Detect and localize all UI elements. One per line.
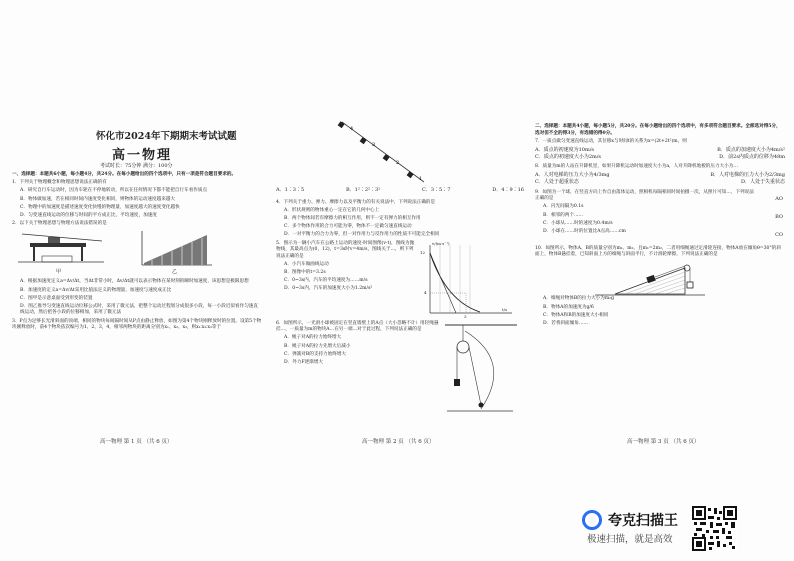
q7-options-row-2 <box>535 154 785 161</box>
q7-opt-a: A．质点的初速度为10m/s <box>535 146 594 153</box>
question-8: 8．质量为m的人站在升降机里，如果升降机运动时加速度大小为a，人对升降机地板的压力大小为… <box>535 164 738 170</box>
graph-t-label: t/s <box>502 306 508 312</box>
q5-vt-graph <box>416 241 516 319</box>
q2-opt-b: B．加速度的定义a=Δv/Δt采用比值法定义的物理量，加速度与速度成正比 <box>20 287 172 293</box>
qr-code-svg <box>692 506 737 551</box>
q9-opt-d: D．小球在……时的位置比A点高……cm <box>543 228 626 234</box>
q6-opt-c: C．弹簧对B的支持力始终增大 <box>284 351 347 357</box>
q9-opt-b: B．相邻的两个…… <box>543 212 584 218</box>
qr-code-icon <box>692 506 737 551</box>
q3-opt-b: B．1²∶2²∶3² <box>345 187 381 193</box>
q3-opt-a: A．1∶3∶5 <box>276 187 305 193</box>
q2-figure-svg <box>12 229 262 279</box>
q1-opt-d: D．匀变速直线运动的位移与时间的平方成正比，平均速度，加速度 <box>20 212 157 218</box>
q3-opt-c: C．3∶5∶7 <box>422 187 451 193</box>
q5-opt-d: D．0~3s内，汽车的加速度大小为1.2m/s² <box>284 286 373 292</box>
q3-figure <box>276 112 524 187</box>
q10-opt-a: A．细绳对物体B的拉力大小为m₂g <box>543 296 614 302</box>
question-3: 3．P点为足够长光滑斜面的顶端，相同的物块每间隔时间从P点由静止释放，如图为第4个物块刚释放时的位置。设第5个物块刚释放时，前4个物块依次编号为1、2、3，4，相邻两物块的距离分别为x₁、x₂、x₃，则x₁∶x₂∶x₃等于 <box>12 318 262 331</box>
question-7: 7．一质点做匀变速直线运动，其位移x与时间t的关系为x=(2t+2t²)m，则 <box>535 138 687 144</box>
q6-block <box>276 321 524 413</box>
q1-opt-c: C．物理中的加速度是描述速度变化快慢的物理量，加速度越大的速度变化越快 <box>20 204 180 210</box>
q10-figure <box>535 260 785 296</box>
scanner-watermark <box>582 509 692 531</box>
q9-opt-a: A．闪光间隔为0.1s <box>543 204 584 210</box>
q4-opt-c: C．多个物体作用的合力可能为零，物体不一定做匀速直线运动 <box>284 224 412 230</box>
question-4: 4．下列关于重力、弹力、摩擦力以及平衡力的有关说法中，下列说法正确的是 <box>276 199 436 205</box>
q4-opt-b: B．两个物体间若有摩擦力的相互作用，则不一定有弹力的相互作用 <box>284 215 421 221</box>
question-2: 2．以下关于物理思想与物理方法说法错误的是 <box>12 221 107 227</box>
q6-opt-d: D．外力F逐渐增大 <box>284 359 324 365</box>
column-3 <box>535 124 785 329</box>
q7-opt-d: D．前2s内质点的位移为48m <box>719 153 785 160</box>
page-2-footer: 高一物理 第 2 页 （共 6 页） <box>362 439 435 445</box>
question-6: 6．如图所示，一光滑小球被固定在竖直墙壁上的A点（大小忽略不计）用轻绳悬挂…，一质量为m的物块A…在另一端…对于此过程，下列说法正确的是 <box>276 320 439 333</box>
q1-opt-b: B．物体做加速，若在相同时间内速度变化相同，则物体的运动速度越来越大 <box>20 196 175 202</box>
q3-opt-d: D．4∶9∶16 <box>492 187 524 193</box>
q4-opt-a: A．形状规则的物体重心一定在它的几何中心上 <box>284 207 380 213</box>
exam-subject: 高一物理 <box>112 148 173 163</box>
q6-opt-a: A．绳子对A的拉力始终增大 <box>284 335 342 341</box>
q5-vt-svg <box>416 241 516 319</box>
q7-options-row-1 <box>535 147 785 154</box>
q9-block <box>535 190 785 244</box>
scanner-brand: 夸克扫描王 <box>608 513 678 529</box>
q8-opt-c: C．人处于超重状态 <box>535 178 579 185</box>
side-label-co: CO <box>775 231 783 238</box>
q8-options-row-2 <box>535 179 785 186</box>
graph-tick-3: 3 <box>464 313 467 319</box>
question-5: 5．图示为一辆小汽车在公路上运动的速度-时间图像(v-t)，图线为抛物线，其最高点为(0，12)，t=3s时v=4m/s，图线关于…，则下列说法正确的是 <box>276 240 415 259</box>
scanner-slogan: 极速扫描，就是高效 <box>587 534 673 545</box>
q7-opt-b: B．质点的加速度大小为4m/s² <box>717 146 785 153</box>
q6-opt-b: B．绳子对A的拉力先增大后减小 <box>284 343 351 349</box>
figure-jia-label: 甲 <box>56 269 62 276</box>
svg-text:3: 3 <box>372 142 376 148</box>
q8-options-row-1 <box>535 172 785 179</box>
exam-title: 怀化市2024年下期期末考试试题 <box>96 131 237 142</box>
column-1 <box>12 172 262 333</box>
q1-opt-a: A．研究自行车运动时，因为车轮在不停地转动，所以在任何情况下都不能把自行车看作质点 <box>20 188 208 194</box>
q7-opt-c: C．质点的初速度大小为2m/s <box>535 153 601 160</box>
svg-text:1: 1 <box>419 176 423 182</box>
q3-incline-svg <box>276 112 524 187</box>
q3-options <box>276 187 524 194</box>
q6-pulley-svg <box>441 321 521 413</box>
section-2-heading: 二、选择题：本题共4小题，每小题5分，共20分。在每小题给出的四个选项中，有多项符合题目要求。全部选对得5分，选对但不全的得3分，有选错的得0分。 <box>535 124 781 136</box>
side-label-ao: AO <box>775 195 783 202</box>
q2-figures <box>12 229 262 279</box>
section-1-heading: 一、选择题：本题共6小题，每小题4分，共24分。在每小题给出的四个选项中，只有一项是符合题目要求的。 <box>12 172 237 177</box>
svg-text:4: 4 <box>350 126 354 132</box>
svg-text:2: 2 <box>396 160 400 166</box>
q10-opt-c: C．物体A和B的加速度大小相同 <box>543 312 609 318</box>
q10-incline-svg <box>535 260 785 296</box>
q10-opt-b: B．物体A的加速度为g/6 <box>543 304 594 310</box>
scanner-logo-icon <box>582 510 602 530</box>
question-9: 9．如图为一个球，在竖直方向上作自由落体运动，照相机每隔相同时间拍摄一次，从照片可知…，下列说法正确的是 <box>535 189 754 202</box>
q8-opt-b: B．人对电梯的压力大小为2/3mg <box>710 172 785 179</box>
graph-tick-4: 4 <box>424 289 427 295</box>
q5-block <box>276 241 524 319</box>
q8-opt-d: D．人处于失重状态 <box>740 178 785 185</box>
q9-opt-c: C．小球从……时的速度为0.4m/s <box>543 220 613 226</box>
q5-opt-b: B．图像中的t=3.2s <box>284 270 326 276</box>
q2-opt-d: D．图乙推导匀变速直线运动位移公式时，采用了微元法，把整个运动过程划分成很多小段，每一小段近似看作匀速直线运动，然后把各小段的位移相加，采用了微元法 <box>20 303 258 316</box>
q2-opt-a: A．根据加速度定义a=Δv/Δt，当Δt非常小时，Δv/Δt就可以表示物体在某时刻的瞬时加速度，该思想是极限思想 <box>20 279 249 285</box>
q5-opt-c: C．0~3s内，汽车的平均速度为……m/s <box>284 278 368 284</box>
q5-opt-a: A．小汽车做曲线运动 <box>284 261 329 267</box>
column-2 <box>276 112 524 413</box>
page-1-footer: 高一物理 第 1 页 （共 6 页） <box>100 439 173 445</box>
exam-info: 考试时长：75分钟 满分：100分 <box>100 163 173 169</box>
q4-opt-d: D．一对平衡力的合力为零，但一对作用力与反作用力的性质不可能完全相同 <box>284 232 440 238</box>
figure-yi-label: 乙 <box>172 269 178 276</box>
question-10: 10．如图所示，物体A、B的质量分别为m₁、m₂，且m₁=2m₂，二者用细绳通过定滑轮连接，物体A放在倾角θ=30°的斜面上，物体B悬挂着，已知斜面上方的细绳与斜面平行，不计滑轮摩擦，下列说法正确的是 <box>535 245 781 258</box>
side-label-bo: BO <box>775 213 783 220</box>
q9-side-labels <box>755 190 783 244</box>
q6-figure <box>441 321 521 413</box>
q2-opt-c: C．图甲是示意桌面受到形变的装置 <box>20 295 93 301</box>
page-3-footer: 高一物理 第 3 页 （共 6 页） <box>627 439 700 445</box>
graph-v-label: v/(m·s⁻¹) <box>432 240 450 246</box>
graph-tick-12: 12 <box>420 249 426 255</box>
q8-opt-a: A．人对电梯的压力大小为4/3mg <box>535 172 610 179</box>
q10-opt-d: D．若将斜面倾角…… <box>543 320 589 326</box>
question-1: 1．下列关于物理概念和物理思想说法正确的有 <box>12 180 107 186</box>
